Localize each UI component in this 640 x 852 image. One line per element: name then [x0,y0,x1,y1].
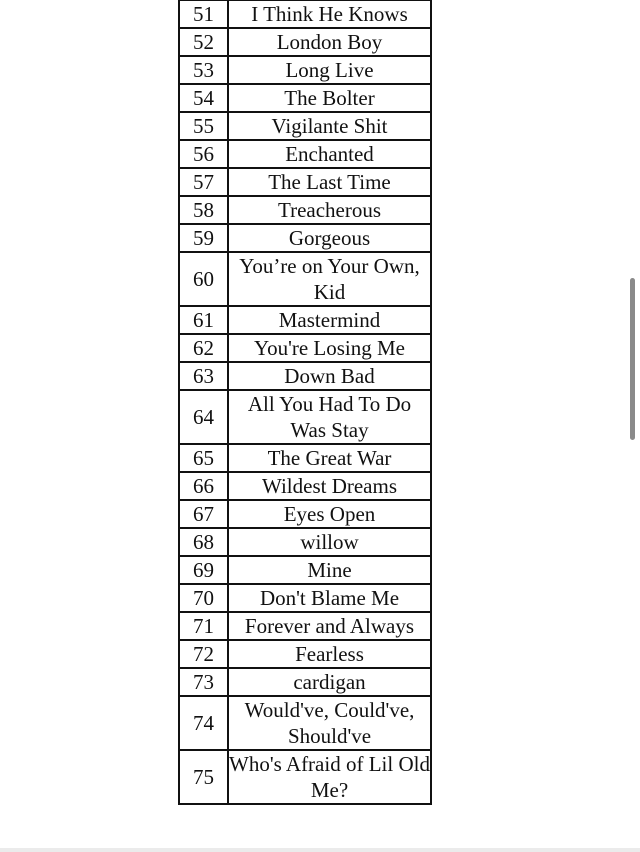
song-title-cell: Wildest Dreams [228,472,431,500]
rank-cell: 57 [179,168,228,196]
table-row [179,334,431,362]
table-row [179,196,431,224]
song-title-cell: Mine [228,556,431,584]
table-row [179,84,431,112]
song-title-cell: Don't Blame Me [228,584,431,612]
rank-cell: 70 [179,584,228,612]
song-title-cell: The Great War [228,444,431,472]
rank-cell: 61 [179,306,228,334]
rank-cell: 74 [179,696,228,750]
song-title-cell: Down Bad [228,362,431,390]
table-row [179,112,431,140]
table-row [179,56,431,84]
vertical-scrollbar[interactable] [630,278,635,440]
table-row [179,500,431,528]
song-title-cell: Enchanted [228,140,431,168]
song-title-cell: Treacherous [228,196,431,224]
table-row [179,0,431,28]
song-title-cell: The Last Time [228,168,431,196]
rank-cell: 55 [179,112,228,140]
table-row [179,306,431,334]
rank-cell: 71 [179,612,228,640]
song-title-cell: The Bolter [228,84,431,112]
song-title-cell: All You Had To Do Was Stay [228,390,431,444]
rank-cell: 60 [179,252,228,306]
table-row [179,224,431,252]
song-title-cell: London Boy [228,28,431,56]
table-row [179,528,431,556]
rank-cell: 62 [179,334,228,362]
ranking-table [178,0,432,805]
rank-cell: 64 [179,390,228,444]
rank-cell: 58 [179,196,228,224]
song-title-cell: You’re on Your Own, Kid [228,252,431,306]
rank-cell: 53 [179,56,228,84]
song-ranking-table [178,0,432,805]
rank-cell: 75 [179,750,228,804]
table-row [179,28,431,56]
song-title-cell: Gorgeous [228,224,431,252]
song-title-cell: Vigilante Shit [228,112,431,140]
rank-cell: 69 [179,556,228,584]
rank-cell: 51 [179,0,228,28]
rank-cell: 56 [179,140,228,168]
table-row [179,444,431,472]
table-row [179,668,431,696]
song-title-cell: Forever and Always [228,612,431,640]
rank-cell: 63 [179,362,228,390]
song-title-cell: Fearless [228,640,431,668]
rank-cell: 59 [179,224,228,252]
table-row [179,640,431,668]
table-row [179,252,431,306]
song-title-cell: You're Losing Me [228,334,431,362]
rank-cell: 73 [179,668,228,696]
bottom-edge-bar [0,848,640,852]
table-row [179,390,431,444]
table-row [179,612,431,640]
table-row [179,140,431,168]
rank-cell: 72 [179,640,228,668]
table-row [179,472,431,500]
table-row [179,556,431,584]
table-body [179,0,431,804]
song-title-cell: Mastermind [228,306,431,334]
rank-cell: 68 [179,528,228,556]
rank-cell: 66 [179,472,228,500]
table-row [179,584,431,612]
rank-cell: 54 [179,84,228,112]
song-title-cell: Would've, Could've, Should've [228,696,431,750]
table-row [179,362,431,390]
rank-cell: 67 [179,500,228,528]
song-title-cell: Eyes Open [228,500,431,528]
table-row [179,168,431,196]
table-row [179,696,431,750]
table-row [179,750,431,804]
song-title-cell: I Think He Knows [228,0,431,28]
song-title-cell: willow [228,528,431,556]
song-title-cell: cardigan [228,668,431,696]
rank-cell: 52 [179,28,228,56]
song-title-cell: Long Live [228,56,431,84]
song-title-cell: Who's Afraid of Lil Old Me? [229,752,430,802]
rank-cell: 65 [179,444,228,472]
